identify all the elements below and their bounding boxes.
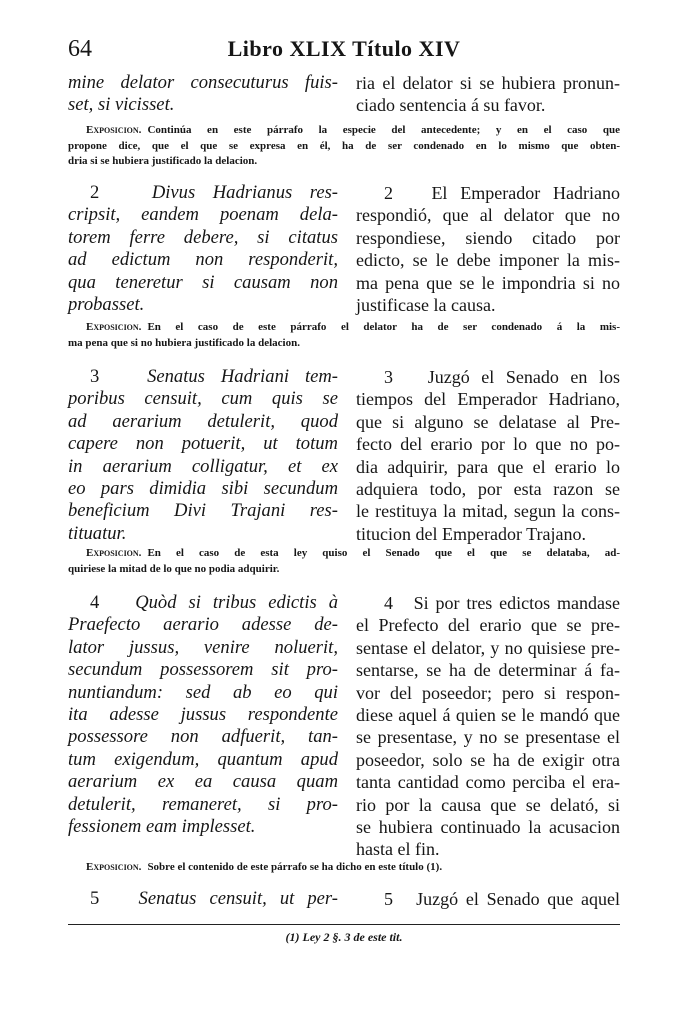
latin-line: mine delator consecuturus fuis- [68, 72, 338, 93]
latin-line: ad edictum non responderit, [68, 249, 338, 271]
latin-line: in aerarium colligatur, et ex [68, 455, 338, 477]
spanish-line: adquiera todo, por esta razon se [356, 479, 620, 500]
spanish-line: edicto, se le debe imponer la mis- [356, 250, 620, 271]
latin-line: detulerit, remaneret, si pro- [68, 793, 338, 815]
latin-line: poribus censuit, cum quis se [68, 388, 338, 410]
page-header [68, 36, 620, 66]
latin-column [68, 182, 338, 316]
latin-line: Quòd si tribus edictis à [135, 592, 338, 613]
spanish-line: se presentase, y no se presentase el [356, 727, 620, 748]
latin-line: tituatur. [68, 522, 127, 544]
exposicion-label: Exposicion. [86, 861, 142, 873]
spanish-line: Juzgó el Senado que aquel [416, 889, 620, 909]
exposicion-text: Sobre el contenido de este párrafo se ha dicho en este título (1). [147, 861, 443, 873]
exposicion-text: Continúa en este párrafo la especie del antecedente; y en el caso que [147, 124, 620, 136]
spanish-line: Si por tres edictos mandase [413, 593, 620, 613]
spanish-line: que si alguno se delatase al Pre- [356, 411, 620, 432]
latin-line: capere non potuerit, ut totum [68, 433, 338, 455]
latin-line: ad aerarium detulerit, quod [68, 410, 338, 432]
spanish-line: dia adquirir, para que el erario lo [356, 456, 620, 477]
spanish-line: diese aquel á quien se le mandó que [356, 705, 620, 726]
spanish-line: hasta el fin. [356, 839, 440, 860]
spanish-line: le restituya la mitad, segun la cons- [356, 501, 620, 522]
section-number: 2 [90, 182, 100, 203]
spanish-line: respondiese, siendo citado por [356, 227, 620, 248]
exposicion-text: propone dice, que el que se expresa en él, ha de ser condenado en lo mismo que obten- [68, 139, 620, 152]
latin-line: beneficium Divi Trajani res- [68, 500, 338, 522]
section-number: 3 [384, 367, 393, 387]
latin-line: tum exigendum, quantum apud [68, 748, 338, 770]
spanish-column [356, 888, 620, 910]
latin-line: Praefecto aerario adesse de- [68, 614, 338, 636]
exposicion-text: ma pena que si no hubiera justificado la delacion. [68, 336, 300, 349]
running-title: Libro XLIX Título XIV [227, 36, 461, 61]
latin-line: torem ferre debere, si citatus [68, 226, 338, 248]
spanish-line: vor del poseedor; pero si respon- [356, 682, 620, 703]
spanish-line: respondió, que al delator que no [356, 205, 620, 226]
latin-line: cripsit, eandem poenam dela- [68, 204, 338, 226]
spanish-line: Juzgó el Senado en los [427, 367, 621, 387]
latin-column [68, 366, 338, 545]
latin-line: Senatus Hadriani tem- [147, 366, 338, 387]
footnote: (1) Ley 2 §. 3 de este tit. [285, 930, 403, 944]
latin-column [68, 592, 338, 838]
latin-line: nuntiandum: sed ab eo qui [68, 681, 338, 703]
latin-line: possessore non adfuerit, tan- [68, 726, 338, 748]
latin-line: eo pars dimidia sibi secundum [68, 478, 338, 500]
latin-line: set, si vicisset. [68, 94, 175, 116]
spanish-column [356, 366, 620, 545]
spanish-line: tanta cantidad como perciba el era- [356, 772, 620, 793]
spanish-line: ciado sentencia á su favor. [356, 95, 546, 116]
section-number: 2 [384, 183, 393, 203]
exposicion-text: dria si se hubiera justificado la delacion. [68, 155, 258, 167]
spanish-line: justificase la causa. [356, 295, 496, 316]
latin-line: secundum possessorem sit pro- [68, 659, 338, 681]
spanish-column [356, 182, 620, 316]
latin-line: probasset. [68, 294, 145, 316]
section-number: 4 [90, 592, 100, 613]
latin-line: qua teneretur si causam non [68, 271, 338, 293]
exposicion-text: En el caso de esta ley quiso el Senado que el que se delataba, ad- [147, 547, 620, 559]
exposicion-label: Exposicion. [86, 547, 142, 559]
spanish-line: fecto del erario por lo que no po- [356, 434, 620, 455]
spanish-line: poseedor, solo se ha de exigir otra [356, 749, 620, 770]
latin-line: fessionem eam implesset. [68, 816, 256, 838]
spanish-line: el Prefecto del erario que se pre- [356, 615, 620, 636]
spanish-line: tiempos del Emperador Hadriano, [356, 389, 620, 410]
exposicion-label: Exposicion. [86, 321, 142, 333]
latin-line: aerarium ex ea causa quam [68, 771, 338, 793]
spanish-line: sentase el delator, y no quisiese pre- [356, 637, 620, 658]
section-number: 5 [90, 888, 100, 909]
page-number: 64 [68, 36, 92, 62]
spanish-column [356, 72, 620, 117]
spanish-line: ria el delator si se hubiera pronun- [356, 73, 620, 93]
spanish-line: se hubiera continuado la acusacion [356, 817, 620, 838]
exposicion-text: quiriese la mitad de lo que no podia adquirir. [68, 562, 280, 575]
spanish-line: sentarse, se ha de determinar á fa- [356, 660, 620, 681]
section-number: 3 [90, 366, 100, 387]
spanish-line: titucion del Emperador Trajano. [356, 523, 586, 544]
latin-line: Divus Hadrianus res- [151, 182, 338, 203]
spanish-line: rio por la causa que se delató, si [356, 794, 620, 815]
spanish-line: El Emperador Hadriano [431, 183, 620, 203]
section-number: 4 [384, 593, 393, 613]
latin-line: ita adesse jussus respondente [68, 704, 338, 726]
footnote-rule [68, 924, 620, 925]
latin-column [68, 888, 338, 910]
latin-column [68, 72, 338, 117]
section-number: 5 [384, 889, 393, 909]
latin-line: lator jussus, venire noluerit, [68, 636, 338, 658]
spanish-column [356, 592, 620, 861]
exposicion-label: Exposicion. [86, 124, 142, 136]
exposicion-text: En el caso de este párrafo el delator ha de ser condenado á la mis- [147, 321, 620, 333]
latin-line: Senatus censuit, ut per- [138, 888, 338, 909]
spanish-line: ma pena que se le impondria si no [356, 272, 620, 293]
